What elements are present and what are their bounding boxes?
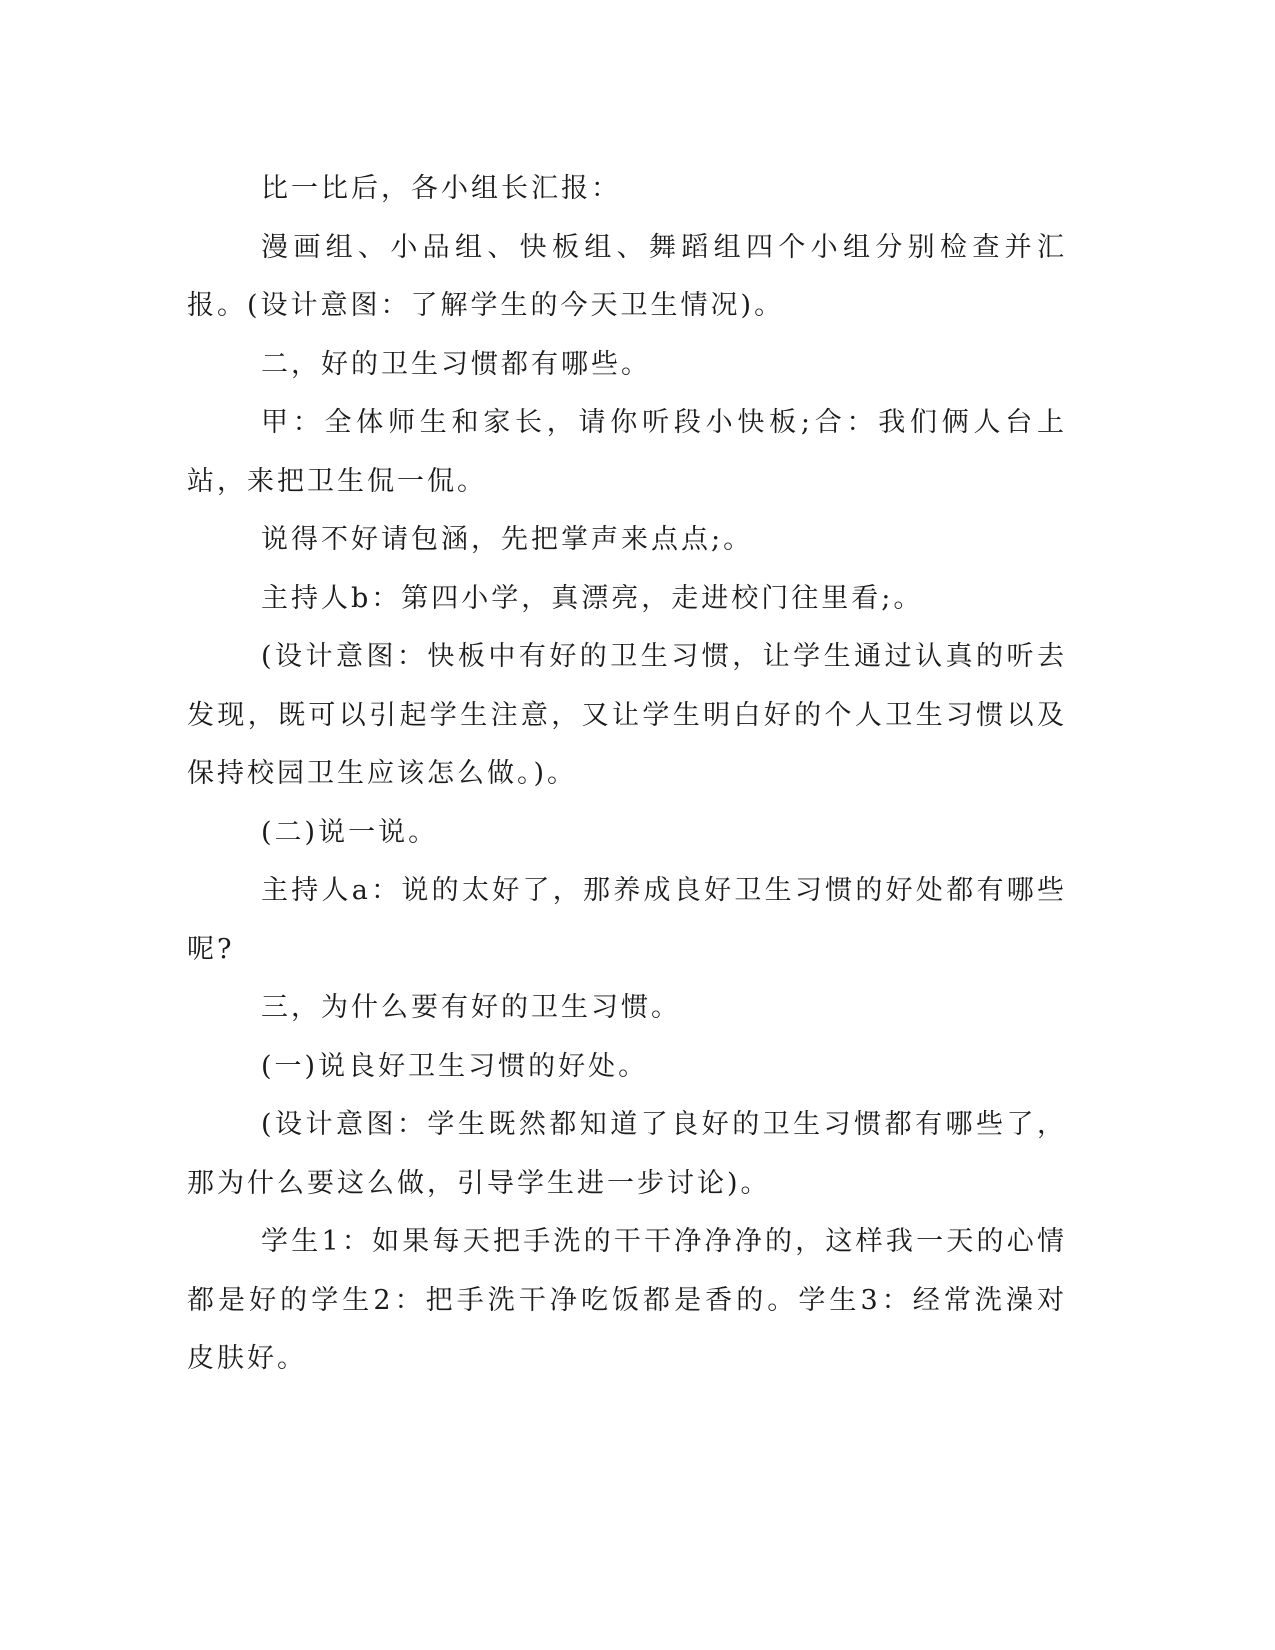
paragraph: 说得不好请包涵，先把掌声来点点;。 (261, 524, 754, 555)
paragraph: 甲：全体师生和家长，请你听段小快板;合：我们俩人台上站，来把卫生侃一侃。 (187, 407, 1067, 497)
paragraph: 主持人b：第四小学，真漂亮，走进校门往里看;。 (261, 582, 924, 614)
paragraph: 主持人a：说的太好了，那养成良好卫生习惯的好处都有哪些呢? (187, 875, 1067, 965)
document-body (187, 160, 1067, 1389)
paragraph: (设计意图：学生既然都知道了良好的卫生习惯都有哪些了，那为什么要这么做，引导学生进一步讨论)。 (187, 1109, 1067, 1199)
paragraph: 三，为什么要有好的卫生习惯。 (261, 992, 681, 1023)
paragraph: (一)说良好卫生习惯的好处。 (261, 1050, 649, 1082)
paragraph: (二)说一说。 (261, 816, 439, 848)
paragraph: (设计意图：快板中有好的卫生习惯，让学生通过认真的听去发现，既可以引起学生注意，又让学生明白好的个人卫生习惯以及保持校园卫生应该怎么做。)。 (187, 641, 1067, 789)
paragraph: 二，好的卫生习惯都有哪些。 (261, 348, 651, 380)
paragraph: 比一比后，各小组长汇报： (261, 173, 621, 204)
paragraph: 学生1：如果每天把手洗的干干净净净的，这样我一天的心情都是好的学生2：把手洗干净吃饭都是香的。学生3：经常洗澡对皮肤好。 (187, 1226, 1067, 1374)
paragraph: 漫画组、小品组、快板组、舞蹈组四个小组分别检查并汇报。(设计意图：了解学生的今天卫生情况)。 (187, 231, 1067, 321)
